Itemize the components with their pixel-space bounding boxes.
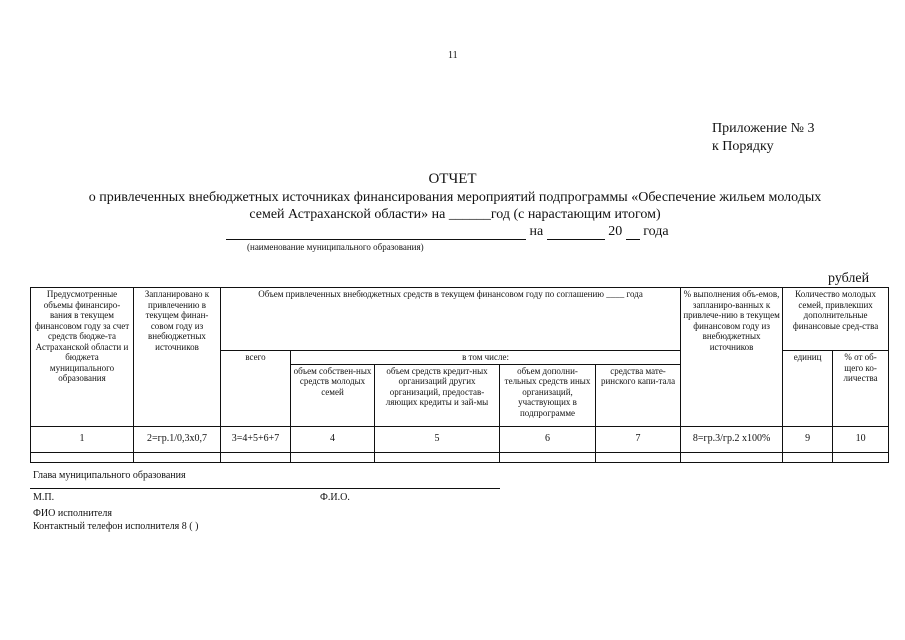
col-number: 3=4+5+6+7	[221, 426, 291, 452]
signature-line	[30, 488, 500, 489]
municipality-line	[226, 224, 669, 240]
report-subtitle	[40, 189, 870, 223]
appendix-note	[712, 120, 815, 156]
page-number: 11	[448, 50, 458, 61]
executor-label: ФИО исполнителя	[33, 508, 112, 519]
report-title: ОТЧЕТ	[428, 171, 477, 187]
empty-cell	[134, 452, 221, 462]
head-of-municipality: Глава муниципального образования	[33, 470, 186, 481]
empty-cell	[783, 452, 833, 462]
year-prefix: 20	[608, 224, 623, 239]
col-number: 1	[31, 426, 134, 452]
col-number: 2=гр.1/0,3х0,7	[134, 426, 221, 452]
currency-label: рублей	[828, 271, 870, 286]
empty-cell	[221, 452, 291, 462]
subtitle-line-2: семей Астраханской области» на ______год (с нарастающим итогом)	[249, 207, 661, 222]
contact-phone-label: Контактный телефон исполнителя 8 ( )	[33, 521, 199, 532]
empty-cell	[833, 452, 889, 462]
col-number: 5	[375, 426, 500, 452]
col-number: 10	[833, 426, 889, 452]
empty-cell	[500, 452, 596, 462]
col-number: 4	[291, 426, 375, 452]
header-units: единиц	[783, 351, 833, 427]
col-number: 7	[596, 426, 681, 452]
header-maternity-capital: средства мате-ринского капи-тала	[596, 364, 681, 426]
year-suffix: года	[643, 224, 669, 239]
col-number: 9	[783, 426, 833, 452]
municipality-caption: (наименование муниципального образования)	[247, 242, 424, 252]
empty-cell	[681, 452, 783, 462]
header-own-funds: объем собствен-ных средств молодых семей	[291, 364, 375, 426]
col-number: 6	[500, 426, 596, 452]
header-planned-budget: Предусмотренные объемы финансиро-вания в текущем финансовом году за счет средств бюдже-та Астраханской области и бюджета муниципального образования	[31, 288, 134, 427]
header-attracted-volume: Объем привлеченных внебюджетных средств в текущем финансовом году по соглашению ____ года	[221, 288, 681, 351]
header-completion-percent: % выполнения объ-емов, запланиро-ванных к привлече-нию в текущем финансовом году из внебюджетных источников	[681, 288, 783, 427]
header-families-count: Количество молодых семей, привлекших дополнительные финансовые сред-ства	[783, 288, 889, 351]
appendix-line-1: Приложение № 3	[712, 121, 815, 136]
empty-cell	[375, 452, 500, 462]
empty-cell	[31, 452, 134, 462]
empty-cell	[291, 452, 375, 462]
header-percent-of-total: % от об-щего ко-личества	[833, 351, 889, 427]
table-row	[31, 452, 889, 462]
report-table	[30, 287, 889, 463]
date-blank	[547, 225, 605, 240]
table-row	[31, 426, 889, 452]
on-label: на	[529, 224, 544, 239]
col-number: 8=гр.3/гр.2 х100%	[681, 426, 783, 452]
header-credit-funds: объем средств кредит-ных организаций других организаций, предостав-ляющих кредиты и зай-мы	[375, 364, 500, 426]
header-including: в том числе:	[291, 351, 681, 365]
subtitle-line-1: о привлеченных внебюджетных источниках финансирования мероприятий подпрограммы «Обеспечение жильем молодых	[88, 190, 822, 205]
header-other-org-funds: объем дополни-тельных средств иных организаций, участвующих в подпрограмме	[500, 364, 596, 426]
header-planned-extrabudget: Запланировано к привлечению в текущем финан-совом году из внебюджетных источников	[134, 288, 221, 427]
municipality-blank	[226, 225, 526, 240]
fio-label: Ф.И.О.	[320, 492, 350, 503]
seal-label: М.П.	[33, 492, 55, 503]
year-blank	[626, 225, 640, 240]
appendix-line-2: к Порядку	[712, 139, 774, 154]
header-total: всего	[221, 351, 291, 427]
empty-cell	[596, 452, 681, 462]
